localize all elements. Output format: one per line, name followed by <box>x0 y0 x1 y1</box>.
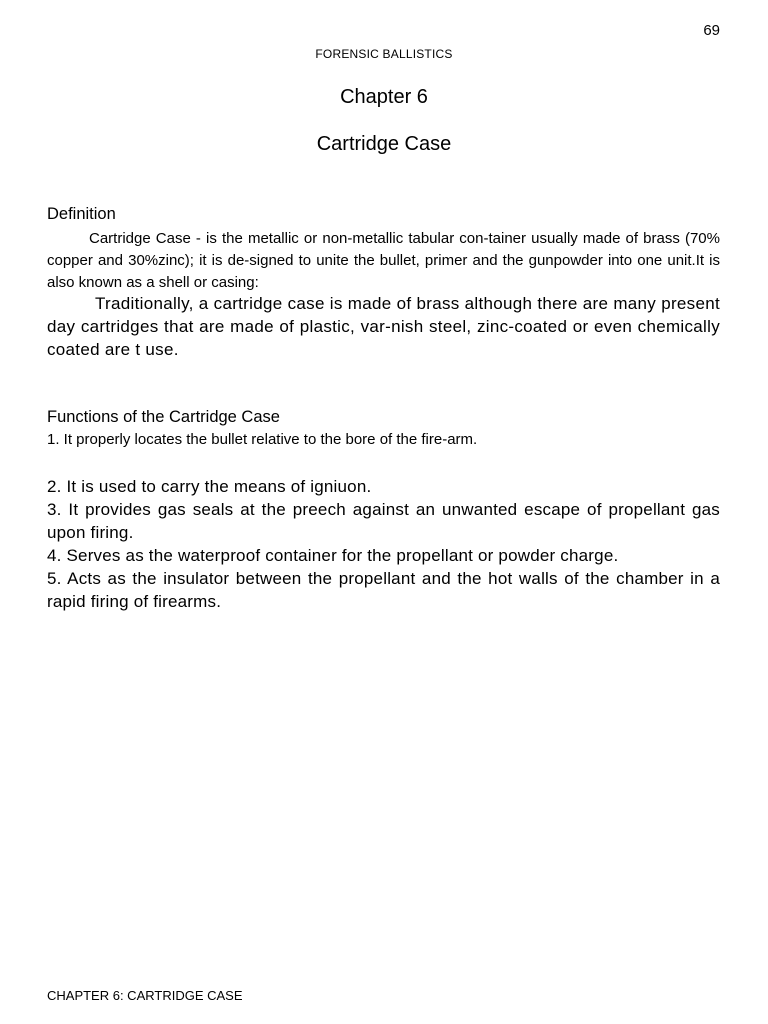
chapter-title: Chapter 6 <box>340 86 428 108</box>
functions-heading: Functions of the Cartridge Case <box>47 408 280 426</box>
definition-heading: Definition <box>47 205 116 223</box>
traditional-paragraph: Traditionally, a cartridge case is made of brass although there are many present day cartridges that are made of plastic, var-nish steel, zinc-coated or even chemically coated are t use. <box>47 294 720 359</box>
chapter-subtitle: Cartridge Case <box>316 133 452 155</box>
running-footer: CHAPTER 6: CARTRIDGE CASE <box>47 988 243 1003</box>
page-number: 69 <box>703 22 720 39</box>
function-item: 1. It properly locates the bullet relative to the bore of the fire-arm. <box>47 431 478 448</box>
running-header: FORENSIC BALLISTICS <box>315 47 453 61</box>
function-list <box>47 475 720 613</box>
definition-paragraph: Cartridge Case - is the metallic or non-metallic tabular con-tainer usually made of brass (70% copper and 30%zinc); it is de-signed to unite the bullet, primer and the gunpowder into one unit.It is also known as a shell or casing: <box>47 230 720 291</box>
function-item: 4. Serves as the waterproof container for the propellant or powder charge. <box>47 546 619 565</box>
function-item: 3. It provides gas seals at the preech against an unwanted escape of propellant gas upon firing. <box>47 500 720 542</box>
function-item: 2. It is used to carry the means of igniuon. <box>47 477 372 496</box>
function-item: 5. Acts as the insulator between the propellant and the hot walls of the chamber in a rapid firing of firearms. <box>47 569 720 611</box>
